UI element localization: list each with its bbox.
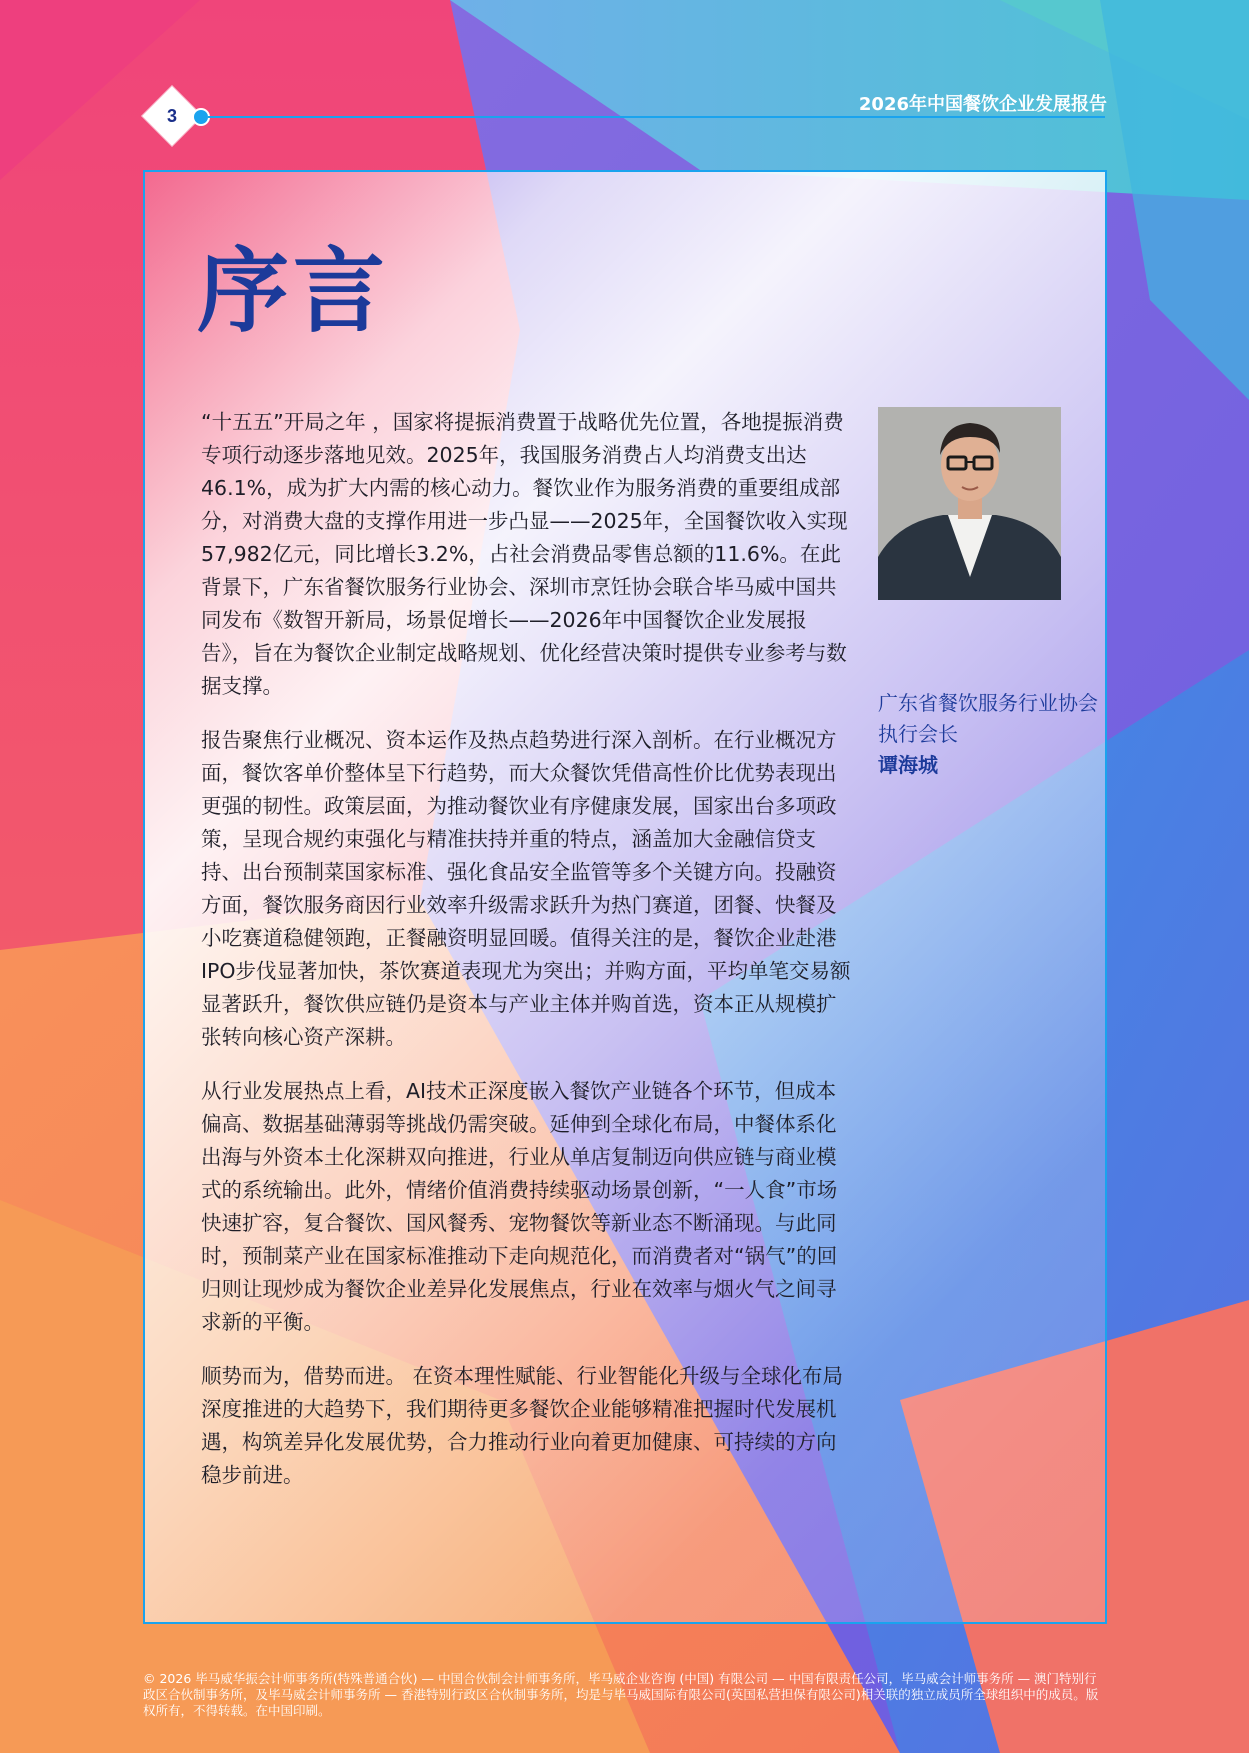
report-title: 2026年中国餐饮企业发展报告 [858,94,1107,115]
page-header [0,0,1249,150]
header-divider [208,116,1105,118]
author-caption [878,688,1098,781]
page-number: 3 [166,105,177,126]
foreword-body [201,406,851,1513]
portrait-illustration [878,407,1061,600]
copyright-footer: © 2026 毕马威华振会计师事务所(特殊普通合伙) — 中国合伙制会计师事务所，毕马威企业咨询 (中国) 有限公司 — 中国有限责任公司，毕马威会计师事务所 — 澳门特别行政区合伙制事务所，及毕马威会计师事务所 — 香港特别行政区合伙制事务所，均是与毕马威国际有限公司(英国私营担保有限公司)相关联的独立成员所全球组织中的成员。版权所有，不得转载。在中国印刷。 [143,1671,1099,1718]
paragraph: 从行业发展热点上看，AI技术正深度嵌入餐饮产业链各个环节，但成本偏高、数据基础薄弱等挑战仍需突破。延伸到全球化布局，中餐体系化出海与外资本土化深耕双向推进，行业从单店复制迈向供应链与商业模式的系统输出。此外，情绪价值消费持续驱动场景创新，“一人食”市场快速扩容，复合餐饮、国风餐秀、宠物餐饮等新业态不断涌现。与此同时，预制菜产业在国家标准推动下走向规范化，而消费者对“锅气”的回归则让现炒成为餐饮企业差异化发展焦点，行业在效率与烟火气之间寻求新的平衡。 [201,1079,838,1334]
author-title: 广东省餐饮服务行业协会执行会长 [878,691,1098,746]
page-heading: 序言 [197,238,390,345]
foreword-card [143,170,1107,1624]
paragraph: 顺势而为，借势而进。 在资本理性赋能、行业智能化升级与全球化布局深度推进的大趋势下，我们期待更多餐饮企业能够精准把握时代发展机遇，构筑差异化发展优势，合力推动行业向着更加健康、可持续的方向稳步前进。 [201,1364,844,1487]
author-name: 谭海城 [878,753,938,777]
paragraph: “十五五”开局之年 ，国家将提振消费置于战略优先位置，各地提振消费专项行动逐步落地见效。2025年，我国服务消费占人均消费支出达46.1%，成为扩大内需的核心动力。餐饮业作为服务消费的重要组成部分，对消费大盘的支撑作用进一步凸显——2025年，全国餐饮收入实现57,982亿元，同比增长3.2%，占社会消费品零售总额的11.6%。在此背景下，广东省餐饮服务行业协会、深圳市烹饪协会联合毕马威中国共同发布《数智开新局，场景促增长——2026年中国餐饮企业发展报告》，旨在为餐饮企业制定战略规划、优化经营决策时提供专业参考与数据支撑。 [201,410,848,698]
author-portrait [878,407,1061,600]
paragraph: 报告聚焦行业概况、资本运作及热点趋势进行深入剖析。在行业概况方面，餐饮客单价整体呈下行趋势，而大众餐饮凭借高性价比优势表现出更强的韧性。政策层面，为推动餐饮业有序健康发展，国家出台多项政策，呈现合规约束强化与精准扶持并重的特点，涵盖加大金融信贷支持、出台预制菜国家标准、强化食品安全监管等多个关键方向。投融资方面，餐饮服务商因行业效率升级需求跃升为热门赛道，团餐、快餐及小吃赛道稳健领跑，正餐融资明显回暖。值得关注的是，餐饮企业赴港IPO步伐显著加快，茶饮赛道表现尤为突出；并购方面，平均单笔交易额显著跃升，餐饮供应链仍是资本与产业主体并购首选，资本正从规模扩张转向核心资产深耕。 [201,728,851,1049]
